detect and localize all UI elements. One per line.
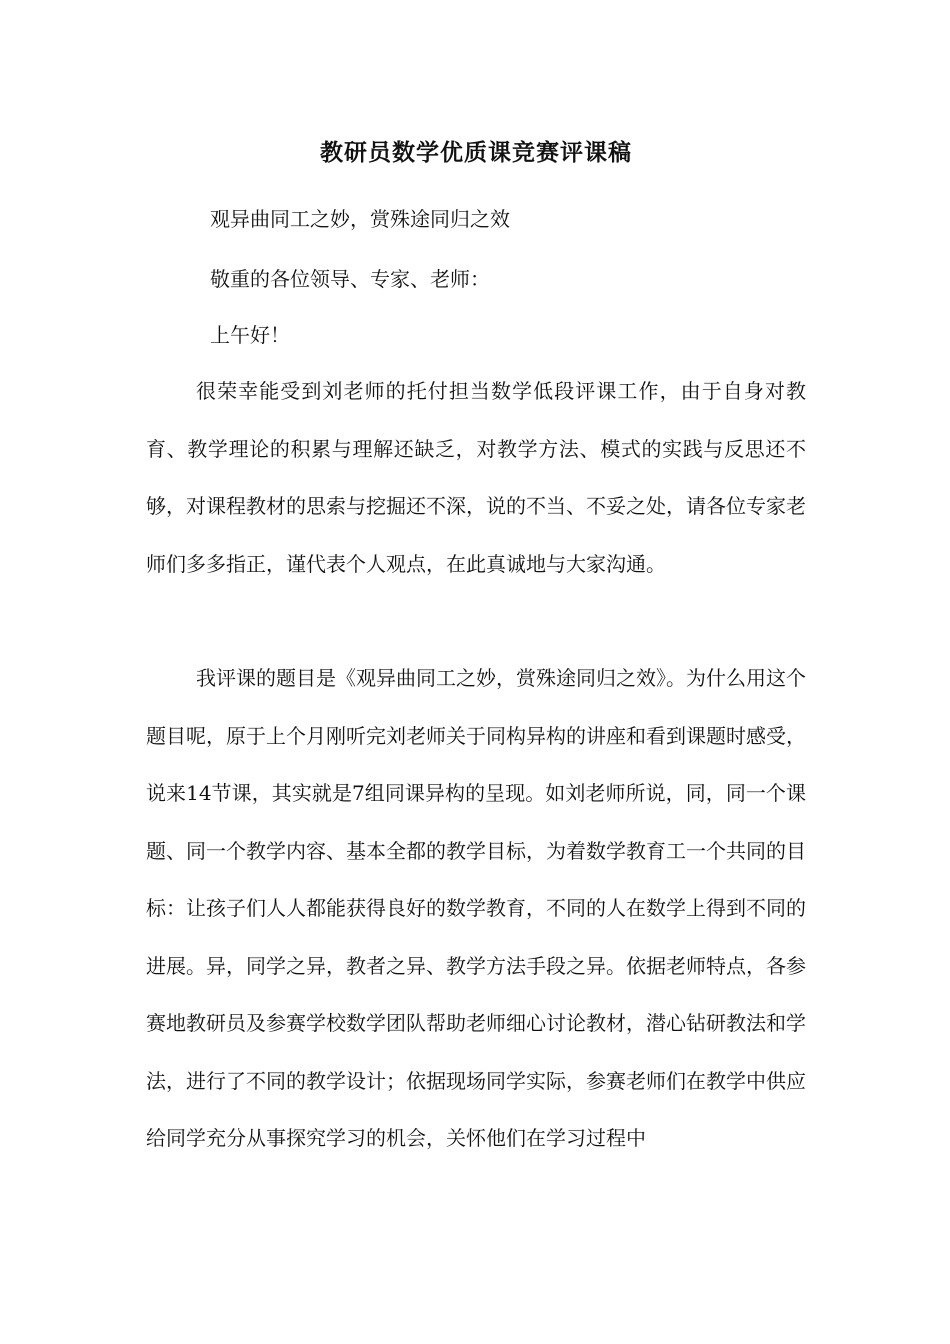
salutation: 敬重的各位领导、专家、老师： [210, 267, 490, 291]
paragraph-topic: 我评课的题目是《观异曲同工之妙，赏殊途同归之效》。为什么用这个题目呢，原于上个月刚听完刘老师关于同构异构的讲座和看到课题时感受，说来14节课，其实就是7组同课异构的呈现。如刘老师所说，同，同一个课题、同一个教学内容、基本全都的教学目标，为着数学教育工一个共同的目标：让孩子们人人都能获得良好的数学教育，不同的人在数学上得到不同的进展。异，同学之异，教者之异、教学方法手段之异。依据老师特点，各参赛地教研员及参赛学校数学团队帮助老师细心讨论教材，潜心钻研教法和学法，进行了不同的教学设计；依据现场同学实际，参赛老师们在教学中供应给同学充分从事探究学习的机会，关怀他们在学习过程中 [146, 666, 806, 1150]
document-subtitle: 观异曲同工之妙，赏殊途同归之效 [210, 207, 510, 231]
paragraph-intro: 很荣幸能受到刘老师的托付担当数学低段评课工作，由于自身对教育、教学理论的积累与理解还缺乏，对教学方法、模式的实践与反思还不够，对课程教材的思索与挖掘还不深，说的不当、不妥之处，请各位专家老师们多多指正，谨代表个人观点，在此真诚地与大家沟通。 [146, 379, 806, 576]
document-title: 教研员数学优质课竞赛评课稿 [320, 139, 632, 166]
greeting: 上午好！ [210, 323, 290, 347]
